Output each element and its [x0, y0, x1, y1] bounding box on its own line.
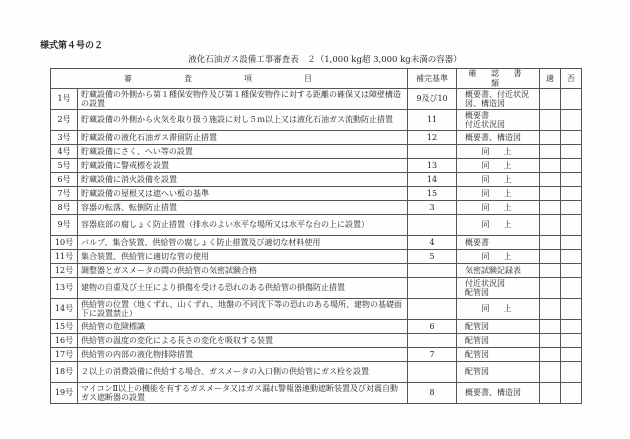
row-number: 12号	[51, 264, 78, 278]
row-item: 容器の転落、転倒防止措置	[78, 201, 408, 215]
row-pass-cell[interactable]	[540, 145, 561, 159]
row-documents: 概要書、付近状況図、構造図	[457, 89, 540, 110]
row-standard	[408, 215, 457, 236]
row-number: 2号	[51, 110, 78, 131]
row-number: 16号	[51, 334, 78, 348]
row-item: 容器底部の腐しょく防止措置（排水のよい水平な場所又は水平な台の上に設置）	[78, 215, 408, 236]
inspection-table	[50, 68, 582, 404]
row-fail-cell[interactable]	[561, 250, 582, 264]
row-number: 3号	[51, 131, 78, 145]
row-documents: 配管図	[457, 348, 540, 362]
row-pass-cell[interactable]	[540, 89, 561, 110]
row-fail-cell[interactable]	[561, 187, 582, 201]
header-item: 審 査 項 目	[51, 69, 408, 89]
row-documents: 同上	[457, 215, 540, 236]
row-standard: 15	[408, 187, 457, 201]
row-pass-cell[interactable]	[540, 173, 561, 187]
row-pass-cell[interactable]	[540, 362, 561, 383]
row-documents: 概要書 付近状況図	[457, 110, 540, 131]
row-item: 供給管の温度の変化による長さの変化を吸収する装置	[78, 334, 408, 348]
row-fail-cell[interactable]	[561, 159, 582, 173]
row-standard: 11	[408, 110, 457, 131]
row-documents: 同上	[457, 250, 540, 264]
row-pass-cell[interactable]	[540, 250, 561, 264]
row-pass-cell[interactable]	[540, 236, 561, 250]
row-fail-cell[interactable]	[561, 173, 582, 187]
row-item: 建物の自重及び土圧により損傷を受ける恐れのある供給管の損傷防止措置	[78, 278, 408, 299]
row-item: 集合装置、供給管に適切な管の使用	[78, 250, 408, 264]
row-documents: 同上	[457, 187, 540, 201]
table-row	[51, 383, 582, 404]
header-row	[51, 69, 582, 89]
row-standard	[408, 278, 457, 299]
row-item: バルブ、集合装置、供給管の腐しょく防止措置及び適切な材料使用	[78, 236, 408, 250]
table-row	[51, 145, 582, 159]
header-pass: 適	[540, 69, 561, 89]
row-fail-cell[interactable]	[561, 334, 582, 348]
row-documents: 同上	[457, 299, 540, 320]
row-documents: 気密試験記録表	[457, 264, 540, 278]
row-item: 貯蔵設備にさく、へい等の設置	[78, 145, 408, 159]
header-documents: 確 認 書 類	[457, 69, 540, 89]
table-row	[51, 250, 582, 264]
row-item: 供給管の位置（地くずれ、山くずれ、地盤の不同沈下等の恐れのある場所、建物の基礎面下に設置禁止）	[78, 299, 408, 320]
table-row	[51, 334, 582, 348]
row-pass-cell[interactable]	[540, 215, 561, 236]
row-documents: 概要書、構造図	[457, 131, 540, 145]
row-standard	[408, 264, 457, 278]
row-number: 13号	[51, 278, 78, 299]
header-standard: 補完基準	[408, 69, 457, 89]
row-pass-cell[interactable]	[540, 264, 561, 278]
row-fail-cell[interactable]	[561, 89, 582, 110]
table-row	[51, 110, 582, 131]
table-row	[51, 278, 582, 299]
row-number: 6号	[51, 173, 78, 187]
row-pass-cell[interactable]	[540, 299, 561, 320]
row-standard: 5	[408, 250, 457, 264]
row-fail-cell[interactable]	[561, 348, 582, 362]
row-fail-cell[interactable]	[561, 299, 582, 320]
form-number: 様式第４号の２	[40, 41, 104, 51]
row-pass-cell[interactable]	[540, 131, 561, 145]
table-row	[51, 131, 582, 145]
table-row	[51, 159, 582, 173]
row-number: 19号	[51, 383, 78, 404]
row-pass-cell[interactable]	[540, 320, 561, 334]
row-number: 1号	[51, 89, 78, 110]
row-standard	[408, 145, 457, 159]
row-standard: 9及び10	[408, 89, 457, 110]
row-fail-cell[interactable]	[561, 236, 582, 250]
row-item: 貯蔵設備に警戒標を設置	[78, 159, 408, 173]
table-row	[51, 264, 582, 278]
row-standard	[408, 362, 457, 383]
row-documents: 概要書	[457, 236, 540, 250]
row-number: 10号	[51, 236, 78, 250]
row-standard: 8	[408, 383, 457, 404]
row-item: 貯蔵設備の外側から第１種保安物件及び第１種保安物件に対する距離の確保又は障壁構造の設置	[78, 89, 408, 110]
table-row	[51, 201, 582, 215]
table-row	[51, 236, 582, 250]
row-number: 14号	[51, 299, 78, 320]
row-documents: 付近状況図 配管図	[457, 278, 540, 299]
table-row	[51, 173, 582, 187]
row-number: 18号	[51, 362, 78, 383]
row-item: マイコンⅡ以上の機能を有するガスメータ又はガス漏れ警報器連動遮断装置及び対震自動ガス遮断器の設置	[78, 383, 408, 404]
row-item: 貯蔵設備の外側から火気を取り扱う施設に対し５ｍ以上又は液化石油ガス流動防止措置	[78, 110, 408, 131]
row-standard: 3	[408, 201, 457, 215]
row-number: 7号	[51, 187, 78, 201]
row-item: 貯蔵設備の液化石油ガス滞留防止措置	[78, 131, 408, 145]
row-pass-cell[interactable]	[540, 334, 561, 348]
row-fail-cell[interactable]	[561, 110, 582, 131]
row-item: 貯蔵設備に消火設備を設置	[78, 173, 408, 187]
row-documents: 配管図	[457, 334, 540, 348]
table-row	[51, 320, 582, 334]
row-fail-cell[interactable]	[561, 201, 582, 215]
row-fail-cell[interactable]	[561, 278, 582, 299]
row-fail-cell[interactable]	[561, 131, 582, 145]
document-title: 液化石油ガス設備工事審査表 ２（1,000 kg超 3,000 kg未満の容器）	[188, 55, 462, 65]
row-standard: 6	[408, 320, 457, 334]
row-fail-cell[interactable]	[561, 145, 582, 159]
row-number: 9号	[51, 215, 78, 236]
row-standard	[408, 299, 457, 320]
row-number: 5号	[51, 159, 78, 173]
row-item: 貯蔵設備の屋根又は遮へい板の基準	[78, 187, 408, 201]
row-documents: 同上	[457, 201, 540, 215]
row-pass-cell[interactable]	[540, 278, 561, 299]
row-item: 調整器とガスメータの間の供給管の気密試験合格	[78, 264, 408, 278]
row-number: 4号	[51, 145, 78, 159]
row-item: ２以上の消費設備に供給する場合、ガスメータの入口側の供給管にガス栓を設置	[78, 362, 408, 383]
row-pass-cell[interactable]	[540, 159, 561, 173]
row-pass-cell[interactable]	[540, 187, 561, 201]
row-fail-cell[interactable]	[561, 383, 582, 404]
row-fail-cell[interactable]	[561, 215, 582, 236]
table-row	[51, 362, 582, 383]
table-row	[51, 187, 582, 201]
row-documents: 同上	[457, 173, 540, 187]
table-row	[51, 89, 582, 110]
row-fail-cell[interactable]	[561, 264, 582, 278]
row-standard: 4	[408, 236, 457, 250]
row-standard: 12	[408, 131, 457, 145]
row-standard: 13	[408, 159, 457, 173]
row-pass-cell[interactable]	[540, 348, 561, 362]
row-documents: 概要書、構造図	[457, 383, 540, 404]
row-documents: 同上	[457, 145, 540, 159]
row-item: 供給管の内部の液化物排除措置	[78, 348, 408, 362]
row-number: 8号	[51, 201, 78, 215]
row-fail-cell[interactable]	[561, 362, 582, 383]
row-number: 11号	[51, 250, 78, 264]
row-number: 17号	[51, 348, 78, 362]
row-fail-cell[interactable]	[561, 320, 582, 334]
row-item: 供給管の危険標識	[78, 320, 408, 334]
row-standard	[408, 334, 457, 348]
row-pass-cell[interactable]	[540, 383, 561, 404]
row-pass-cell[interactable]	[540, 201, 561, 215]
header-fail: 否	[561, 69, 582, 89]
row-number: 15号	[51, 320, 78, 334]
table-row	[51, 215, 582, 236]
row-documents: 配管図	[457, 362, 540, 383]
table-row	[51, 348, 582, 362]
row-documents: 同上	[457, 159, 540, 173]
row-standard: 7	[408, 348, 457, 362]
table-row	[51, 299, 582, 320]
row-pass-cell[interactable]	[540, 110, 561, 131]
row-standard: 14	[408, 173, 457, 187]
row-documents: 配管図	[457, 320, 540, 334]
